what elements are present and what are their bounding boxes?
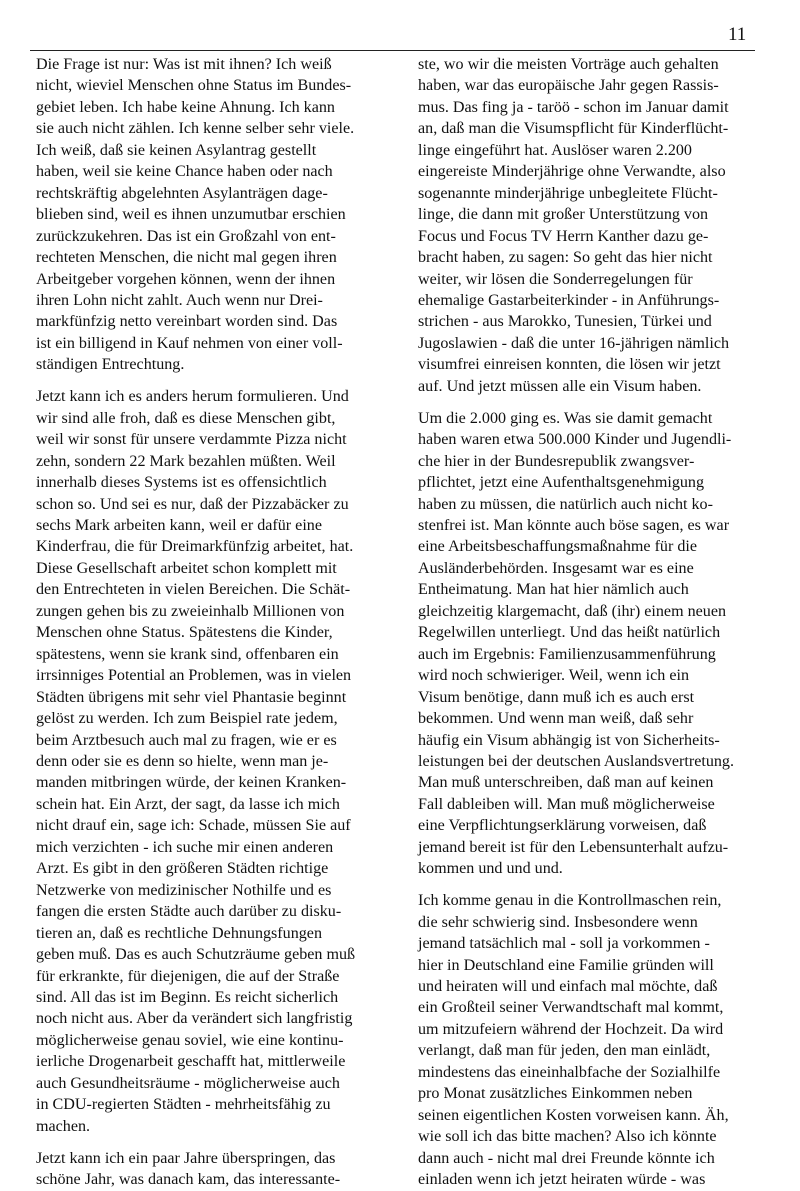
text-line: Regelwillen unterliegt. Und das heißt natürlich [418,624,721,642]
text-line: ehemalige Gastarbeiterkinder - in Anführungs- [418,291,720,309]
text-line: Um die 2.000 ging es. Was sie damit gemacht [418,409,713,427]
text-line: schon so. Und sei es nur, daß der Pizzabäcker zu [36,495,349,513]
text-line: linge eingeführt hat. Auslöser waren 2.200 [418,141,692,159]
text-line: visumfrei einreisen konnten, die lösen wir jetzt [418,356,721,374]
text-line: Die Frage ist nur: Was ist mit ihnen? Ich weiß [36,56,332,73]
text-line: wird noch schwieriger. Weil, wenn ich ein [418,667,690,685]
paragraph [418,54,764,397]
text-line: wie soll ich das bitte machen? Also ich könnte [418,1128,717,1146]
text-line: und heiraten will und einfach mal möchte, daß [418,978,718,996]
text-line: manden mitbringen würde, der keinen Kranken- [36,774,347,792]
text-line: gebiet leben. Ich habe keine Ahnung. Ich kann [36,98,335,116]
text-line: pflichtet, jetzt eine Aufenthaltsgenehmigung [418,474,705,492]
text-line: pro Monat zusätzliches Einkommen neben [418,1085,693,1103]
text-line: möglicherweise genau soviel, wie eine kontinu- [36,1031,344,1049]
text-line: spätestens, wenn sie krank sind, offenbaren ein [36,645,339,663]
text-line: denn oder sie es denn so hielte, wenn man je- [36,753,329,770]
text-line: Jetzt kann ich es anders herum formulieren. Und [36,388,349,406]
text-line: mindestens das eineinhalbfache der Sozialhilfe [418,1063,721,1081]
text-line: eine Arbeitsbeschaffungsmaßnahme für die [418,538,698,556]
text-line: schein hat. Ein Arzt, der sagt, da lasse ich mich [36,795,340,813]
text-line: innerhalb dieses Systems ist es offensichtlich [36,474,327,492]
text-line: beim Arztbesuch auch mal zu fragen, wie er es [36,731,337,749]
text-line: sie auch nicht zählen. Ich kenne selber sehr viele. [36,120,355,138]
text-line: Fall dableiben will. Man muß möglicherweise [418,795,715,813]
text-line: verlangt, daß man für jeden, den man einlädt, [418,1042,711,1060]
text-line: ständigen Entrechtung. [36,356,185,374]
text-line: noch nicht aus. Aber da verändert sich langfristig [36,1010,353,1028]
text-line: kommen und und und. [418,860,563,878]
text-line: die sehr schwierig sind. Insbesondere wenn [418,913,698,931]
text-line: geben muß. Das es auch Schutzräume geben muß [36,946,356,964]
text-line: gelöst zu werden. Ich zum Beispiel rate jedem, [36,710,338,728]
text-line: wir sind alle froh, daß es diese Menschen gibt, [36,409,336,427]
paragraph [36,386,394,1137]
text-line: haben zu müssen, die natürlich auch nicht ko- [418,495,713,513]
text-line: strichen - aus Marokko, Tunesien, Türkei und [418,313,712,331]
text-line: um mitzufeiern während der Hochzeit. Da wird [418,1020,724,1038]
text-line: zungen gehen bis zu zweieinhalb Millionen von [36,602,345,620]
text-line: weiter, wir lösen die Sonderregelungen für [418,270,693,288]
paragraph [418,890,764,1190]
text-line: Kinderfrau, die für Dreimarkfünfzig arbeitet, hat. [36,538,354,556]
text-line: bracht haben, zu sagen: So geht das hier nicht [418,249,713,267]
text-line: irrsinniges Potential an Problemen, was in vielen [36,667,352,685]
text-line: auch Gesundheitsräume - möglicherweise auch [36,1074,340,1092]
text-line: sechs Mark arbeiten kann, weil er dafür eine [36,517,322,535]
text-line: Ausländerbehörden. Insgesamt war es eine [418,559,694,577]
text-line: häufig ein Visum abhängig ist von Sicherheits- [418,731,720,749]
text-line: nicht drauf ein, sage ich: Schade, müssen Sie auf [36,817,351,835]
text-line: hier in Deutschland eine Familie gründen will [418,956,714,974]
text-line: gleichzeitig klargemacht, daß (ihr) einem neuen [418,602,727,620]
text-line: weil wir sonst für unsere verdammte Pizza nicht [36,431,347,449]
text-line: haben, weil sie keine Chance haben oder nach [36,163,333,181]
text-line: Ich weiß, daß sie keinen Asylantrag gestellt [36,141,317,159]
text-line: eingereiste Minderjährige ohne Verwandte, also [418,163,726,181]
text-line: auf. Und jetzt müssen alle ein Visum haben. [418,377,702,395]
text-line: leistungen bei der deutschen Auslandsvertretung. [418,753,734,770]
text-line: haben, war das europäische Jahr gegen Rassis- [418,77,719,95]
text-line: stenfrei ist. Man könnte auch böse sagen, es war [418,517,730,535]
paragraph [36,1148,394,1191]
text-line: Städten übrigens mit sehr viel Phantasie beginnt [36,688,347,706]
text-line: zurückzukehren. Das ist ein Großzahl von ent- [36,227,336,245]
page-number: 11 [728,24,747,45]
text-line: schöne Jahr, was danach kam, das interessante- [36,1171,341,1189]
text-line: blieben sind, weil es ihnen unzumutbar erschien [36,206,346,224]
text-line: Focus und Focus TV Herrn Kanther dazu ge- [418,227,709,245]
text-line: an, daß man die Visumspflicht für Kinderflücht- [418,120,729,138]
text-line: sogenannte minderjährige unbegleitete Flücht- [418,184,718,202]
text-line: Jetzt kann ich ein paar Jahre überspringen, das [36,1149,336,1167]
text-line: sind. All das ist im Beginn. Es reicht sicherlich [36,988,339,1006]
paragraph [418,408,764,880]
text-line: den Entrechteten in vielen Bereichen. Die Schät- [36,581,351,599]
text-line: eine Verpflichtungserklärung vorweisen, daß [418,817,707,835]
text-line: markfünfzig netto vereinbart worden sind. Das [36,313,338,331]
left-column [36,54,394,1191]
header-rule [30,50,755,51]
text-line: Diese Gesellschaft arbeitet schon komplett mit [36,559,337,577]
text-line: Entheimatung. Man hat hier nämlich auch [418,581,689,599]
text-line: ein Großteil seiner Verwandtschaft mal kommt, [418,999,724,1017]
text-line: Jugoslawien - daß die unter 16-jährigen nämlich [418,334,730,352]
text-line: che hier in der Bundesrepublik zwangsver- [418,452,695,470]
text-line: nicht, wieviel Menschen ohne Status im Bundes- [36,77,352,95]
text-line: jemand bereit ist für den Lebensunterhalt aufzu- [418,838,729,856]
text-line: mich verzichten - ich suche mir einen anderen [36,838,334,856]
text-line: auch im Ergebnis: Familienzusammenführung [418,645,716,663]
text-line: ierliche Drogenarbeit geschafft hat, mittlerweile [36,1053,346,1071]
text-line: linge, die dann mit großer Unterstützung von [418,206,709,224]
text-line: einladen wenn ich jetzt heiraten würde - was [418,1171,706,1189]
text-line: bekommen. Und wenn man weiß, daß sehr [418,710,694,728]
text-line: machen. [36,1117,91,1135]
text-line: haben waren etwa 500.000 Kinder und Jugendli- [418,431,732,449]
text-line: Ich komme genau in die Kontrollmaschen rein, [418,892,722,910]
text-line: für erkrankte, für diejenigen, die auf der Straße [36,967,340,985]
text-line: dann auch - nicht mal drei Freunde könnte ich [418,1149,715,1167]
text-line: mus. Das fing ja - taröö - schon im Januar damit [418,98,729,116]
text-line: ihren Lohn nicht zahlt. Auch wenn nur Drei- [36,291,323,309]
text-line: fangen die ersten Städte auch darüber zu disku- [36,903,342,921]
text-line: rechteten Menschen, die nicht mal gegen ihren [36,249,337,267]
text-line: jemand tatsächlich mal - soll ja vorkommen - [418,935,710,953]
right-column [418,54,764,1191]
text-line: Netzwerke von medizinischer Nothilfe und es [36,881,332,899]
text-line: Man muß unterschreiben, daß man auf keinen [418,774,714,792]
text-line: Visum benötige, dann muß ich es auch erst [418,688,695,706]
text-line: seinen eigentlichen Kosten vorweisen kann. Äh, [418,1106,729,1124]
text-line: ist ein billigend in Kauf nehmen von einer voll- [36,334,343,352]
text-line: zehn, sondern 22 Mark bezahlen müßten. Weil [36,452,336,470]
paragraph [36,54,394,376]
text-line: ste, wo wir die meisten Vorträge auch gehalten [418,56,719,73]
text-line: in CDU-regierten Städten - mehrheitsfähig zu [36,1096,331,1114]
text-line: Arzt. Es gibt in den größeren Städten richtige [36,860,329,878]
text-line: rechtskräftig abgelehnten Asylanträgen dage- [36,184,328,202]
text-line: Menschen ohne Status. Spätestens die Kinder, [36,624,333,642]
text-line: tieren an, daß es rechtliche Dehnungsfungen [36,924,323,942]
text-line: Arbeitgeber vorgehen können, wenn der ihnen [36,270,336,288]
